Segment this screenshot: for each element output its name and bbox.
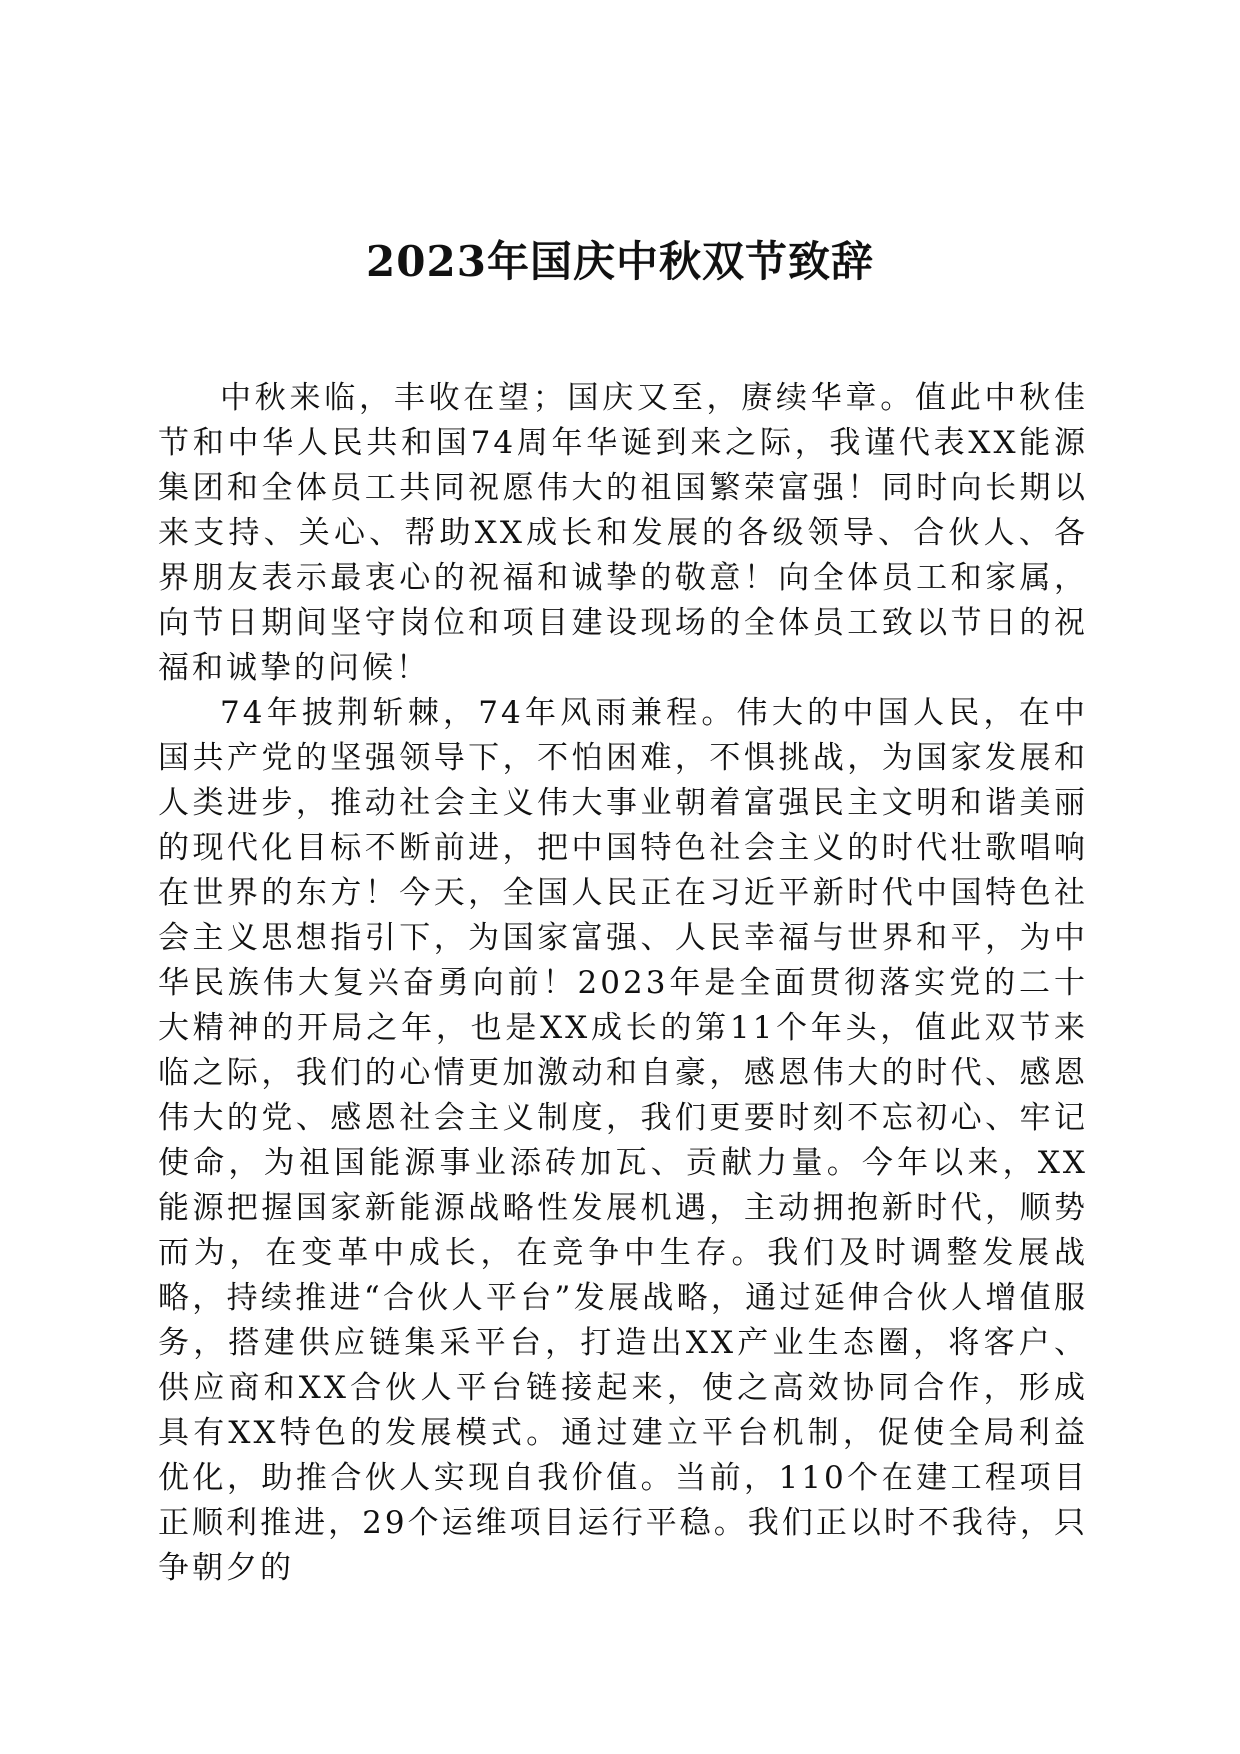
paragraph-greeting: 中秋来临，丰收在望；国庆又至，赓续华章。值此中秋佳节和中华人民共和国74周年华诞到来之际，我谨代表XX能源集团和全体员工共同祝愿伟大的祖国繁荣富强！同时向长期以来支持、关心、帮助XX成长和发展的各级领导、合伙人、各界朋友表示最衷心的祝福和诚挚的敬意！向全体员工和家属，向节日期间坚守岗位和项目建设现场的全体员工致以节日的祝福和诚挚的问候！ (158, 380, 1088, 686)
document-body (158, 376, 1088, 1591)
paragraph-review: 74年披荆斩棘，74年风雨兼程。伟大的中国人民，在中国共产党的坚强领导下，不怕困难，不惧挑战，为国家发展和人类进步，推动社会主义伟大事业朝着富强民主文明和谐美丽的现代化目标不断前进，把中国特色社会主义的时代壮歌唱响在世界的东方！今天，全国人民正在习近平新时代中国特色社会主义思想指引下，为国家富强、人民幸福与世界和平，为中华民族伟大复兴奋勇向前！2023年是全面贯彻落实党的二十大精神的开局之年，也是XX成长的第11个年头，值此双节来临之际，我们的心情更加激动和自豪，感恩伟大的时代、感恩伟大的党、感恩社会主义制度，我们更要时刻不忘初心、牢记使命，为祖国能源事业添砖加瓦、贡献力量。今年以来，XX能源把握国家新能源战略性发展机遇，主动拥抱新时代，顺势而为，在变革中成长，在竞争中生存。我们及时调整发展战略，持续推进“合伙人平台”发展战略，通过延伸合伙人增值服务，搭建供应链集采平台，打造出XX产业生态圈，将客户、供应商和XX合伙人平台链接起来，使之高效协同合作，形成具有XX特色的发展模式。通过建立平台机制，促使全局利益优化，助推合伙人实现自我价值。当前，110个在建工程项目正顺利推进，29个运维项目运行平稳。我们正以时不我待，只争朝夕的 (158, 695, 1088, 1586)
document-title: 2023年国庆中秋双节致辞 (366, 237, 874, 286)
